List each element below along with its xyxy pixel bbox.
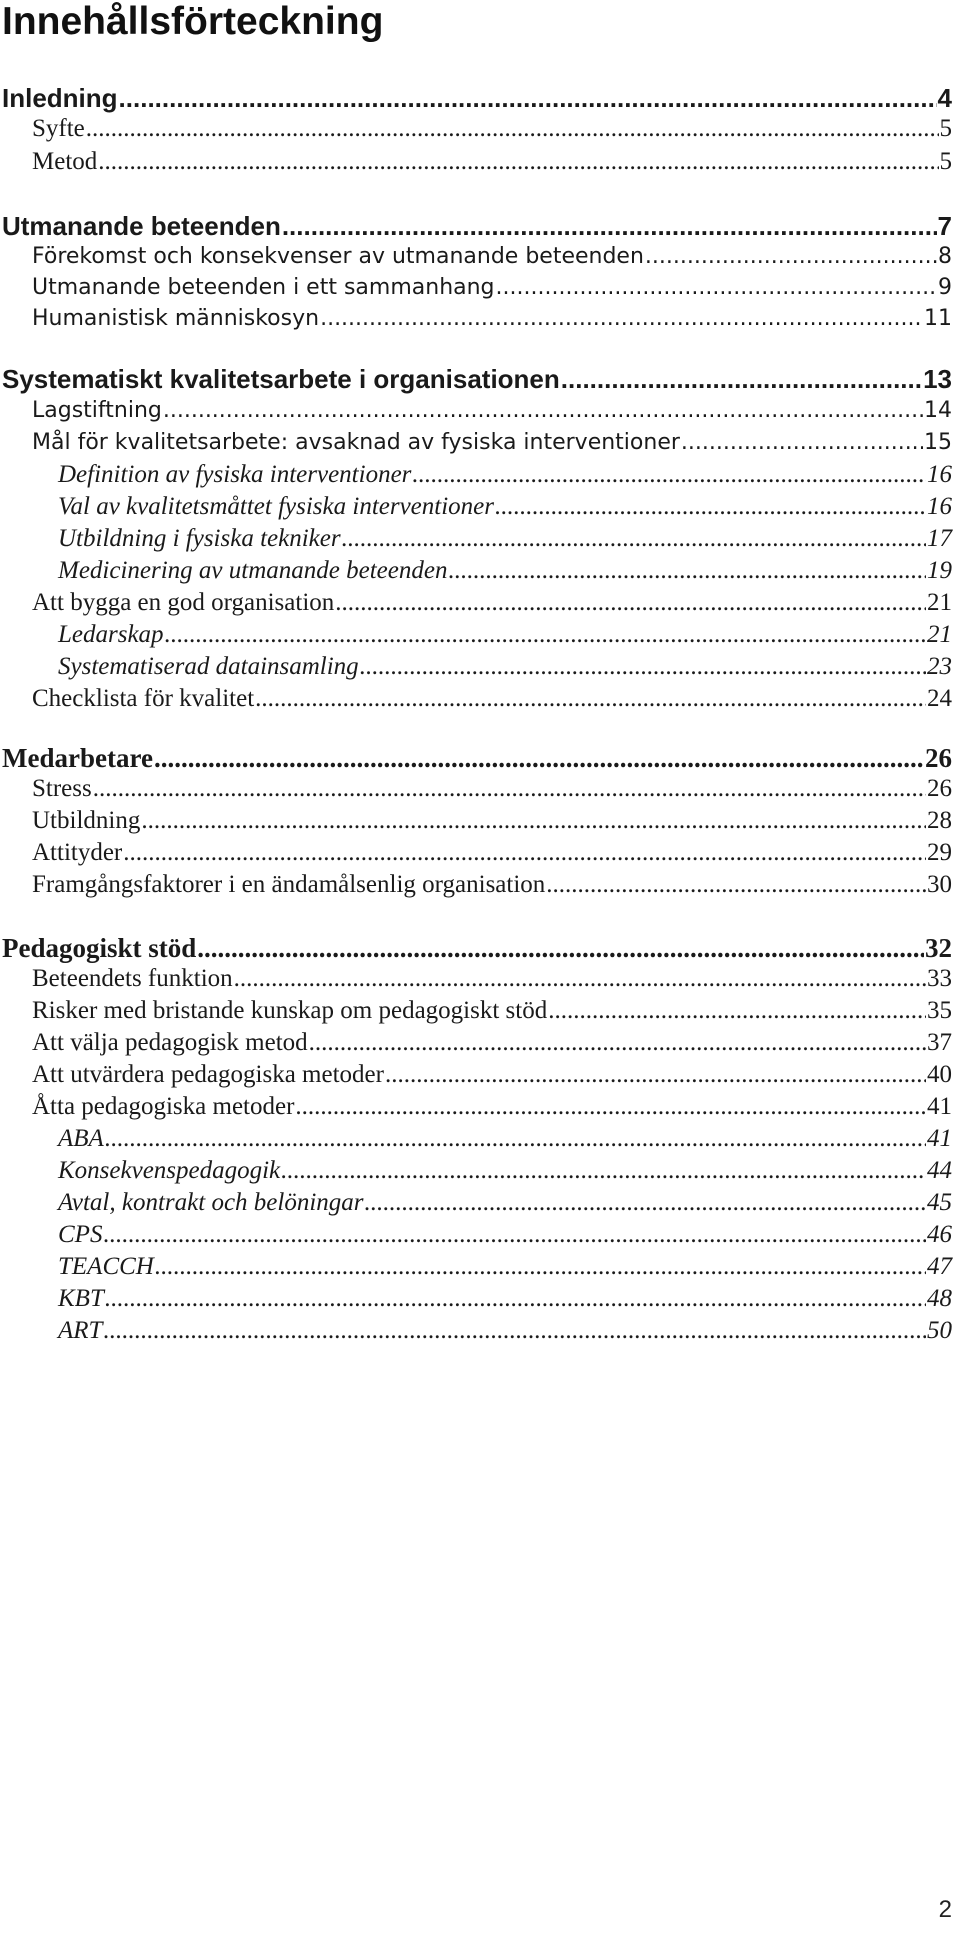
toc-dot-leader xyxy=(103,1219,926,1251)
toc-entry-label: CPS xyxy=(58,1221,103,1248)
toc-dot-leader xyxy=(335,587,926,619)
toc-entry-label: Attityder xyxy=(32,839,123,866)
toc-entry-label: Medicinering av utmanande beteenden xyxy=(58,557,448,584)
toc-dot-leader xyxy=(496,272,937,304)
toc-entry-page: 21 xyxy=(927,589,952,616)
toc-dot-leader xyxy=(98,146,938,178)
toc-dot-leader xyxy=(495,491,926,523)
toc-entry-page: 32 xyxy=(925,933,952,963)
toc-dot-leader xyxy=(234,963,926,995)
toc-entry-page: 47 xyxy=(927,1253,952,1280)
toc-entry-label: Utmanande beteenden i ett sammanhang xyxy=(32,275,495,300)
toc-entry-page: 41 xyxy=(927,1093,952,1120)
toc-entry-page: 41 xyxy=(927,1125,952,1152)
toc-entry-label: Att bygga en god organisation xyxy=(32,589,335,616)
toc-entry[interactable] xyxy=(0,1155,952,1187)
toc-dot-leader xyxy=(561,363,922,395)
toc-entry[interactable] xyxy=(0,82,952,114)
page-title: Innehållsförteckning xyxy=(2,0,384,43)
toc-entry[interactable] xyxy=(0,773,952,805)
toc-dot-leader xyxy=(548,995,926,1027)
toc-entry-label: Humanistisk människosyn xyxy=(32,306,320,331)
toc-dot-leader xyxy=(309,1027,926,1059)
toc-dot-leader xyxy=(155,1251,926,1283)
toc-entry-page: 24 xyxy=(927,685,952,712)
toc-entry-page: 9 xyxy=(938,275,952,300)
toc-entry-page: 44 xyxy=(927,1157,952,1184)
toc-entry[interactable] xyxy=(0,303,952,335)
toc-dot-leader xyxy=(448,555,926,587)
toc-entry-label: Förekomst och konsekvenser av utmanande beteenden xyxy=(32,244,644,269)
toc-entry-label: Inledning xyxy=(2,83,118,113)
toc-entry[interactable] xyxy=(0,146,952,178)
toc-entry-page: 37 xyxy=(927,1029,952,1056)
toc-entry[interactable] xyxy=(0,491,952,523)
toc-entry-label: KBT xyxy=(58,1285,104,1312)
toc-entry[interactable] xyxy=(0,995,952,1027)
toc-dot-leader xyxy=(320,303,923,335)
toc-entry-page: 40 xyxy=(927,1061,952,1088)
toc-entry[interactable] xyxy=(0,651,952,683)
toc-entry-page: 30 xyxy=(927,871,952,898)
toc-dot-leader xyxy=(645,241,937,273)
toc-entry[interactable] xyxy=(0,427,952,459)
toc-entry-label: Utbildning xyxy=(32,807,141,834)
toc-entry[interactable] xyxy=(0,805,952,837)
toc-entry-page: 5 xyxy=(939,148,952,175)
toc-entry-label: Att utvärdera pedagogiska metoder xyxy=(32,1061,384,1088)
toc-entry-page: 26 xyxy=(927,775,952,802)
toc-entry-page: 5 xyxy=(939,115,952,142)
toc-dot-leader xyxy=(365,1187,926,1219)
toc-entry-label: Att välja pedagogisk metod xyxy=(32,1029,308,1056)
toc-entry-page: 21 xyxy=(927,621,952,648)
toc-entry-label: Val av kvalitetsmåttet fysiska interventioner xyxy=(58,493,494,520)
toc-entry[interactable] xyxy=(0,1123,952,1155)
toc-entry-page: 46 xyxy=(927,1221,952,1248)
toc-entry[interactable] xyxy=(0,272,952,304)
toc-entry[interactable] xyxy=(0,742,952,774)
toc-entry[interactable] xyxy=(0,869,952,901)
toc-entry-page: 14 xyxy=(924,398,952,423)
toc-entry-page: 33 xyxy=(927,965,952,992)
toc-entry[interactable] xyxy=(0,210,952,242)
toc-entry-label: Stress xyxy=(32,775,92,802)
toc-dot-leader xyxy=(295,1091,926,1123)
toc-dot-leader xyxy=(163,395,923,427)
toc-entry-page: 35 xyxy=(927,997,952,1024)
toc-dot-leader xyxy=(103,1315,926,1347)
toc-entry-page: 11 xyxy=(924,306,952,331)
toc-dot-leader xyxy=(681,427,923,459)
toc-entry-label: Åtta pedagogiska metoder xyxy=(32,1093,295,1120)
toc-entry[interactable] xyxy=(0,1251,952,1283)
toc-entry-label: Mål för kvalitetsarbete: avsaknad av fysiska interventioner xyxy=(32,430,680,455)
toc-dot-leader xyxy=(105,1123,926,1155)
toc-entry-page: 17 xyxy=(927,525,952,552)
toc-dot-leader xyxy=(255,683,926,715)
toc-entry-page: 7 xyxy=(937,211,952,241)
toc-dot-leader xyxy=(123,837,926,869)
toc-entry-label: ART xyxy=(58,1317,103,1344)
toc-entry-page: 50 xyxy=(927,1317,952,1344)
toc-entry-label: Definition av fysiska interventioner xyxy=(58,461,412,488)
toc-entry-label: Utmanande beteenden xyxy=(2,211,281,241)
toc-entry[interactable] xyxy=(0,587,952,619)
toc-entry-label: Systematiskt kvalitetsarbete i organisationen xyxy=(2,364,560,394)
page-number: 2 xyxy=(938,1896,952,1923)
toc-dot-leader xyxy=(412,459,926,491)
toc-dot-leader xyxy=(141,805,926,837)
toc-entry-label: Ledarskap xyxy=(58,621,164,648)
toc-dot-leader xyxy=(282,210,937,242)
toc-entry-page: 26 xyxy=(925,743,952,773)
toc-entry[interactable] xyxy=(0,619,952,651)
toc-entry-page: 13 xyxy=(923,364,952,394)
toc-entry[interactable] xyxy=(0,363,952,395)
toc-entry-page: 8 xyxy=(938,244,952,269)
toc-entry[interactable] xyxy=(0,1219,952,1251)
toc-entry[interactable] xyxy=(0,1027,952,1059)
toc-entry-label: Pedagogiskt stöd xyxy=(2,933,197,963)
toc-dot-leader xyxy=(281,1155,926,1187)
toc-entry[interactable] xyxy=(0,932,952,964)
toc-entry-label: Framgångsfaktorer i en ändamålsenlig organisation xyxy=(32,871,546,898)
toc-entry-label: Medarbetare xyxy=(2,743,153,773)
toc-entry-label: Beteendets funktion xyxy=(32,965,233,992)
toc-entry[interactable] xyxy=(0,1187,952,1219)
toc-entry-page: 23 xyxy=(927,653,952,680)
toc-entry-label: Checklista för kvalitet xyxy=(32,685,255,712)
toc-entry[interactable] xyxy=(0,1091,952,1123)
toc-entry[interactable] xyxy=(0,523,952,555)
toc-entry[interactable] xyxy=(0,963,952,995)
toc-entry[interactable] xyxy=(0,1059,952,1091)
toc-dot-leader xyxy=(546,869,926,901)
toc-entry-page: 16 xyxy=(927,461,952,488)
toc-entry-page: 19 xyxy=(927,557,952,584)
toc-dot-leader xyxy=(119,82,937,114)
toc-dot-leader xyxy=(86,113,939,145)
toc-entry-label: Utbildning i fysiska tekniker xyxy=(58,525,341,552)
toc-entry-page: 28 xyxy=(927,807,952,834)
toc-entry-page: 48 xyxy=(927,1285,952,1312)
toc-entry[interactable] xyxy=(0,837,952,869)
toc-entry-label: TEACCH xyxy=(58,1253,154,1280)
toc-entry[interactable] xyxy=(0,395,952,427)
toc-dot-leader xyxy=(385,1059,926,1091)
toc-entry-label: Lagstiftning xyxy=(32,398,162,423)
toc-dot-leader xyxy=(154,742,924,774)
toc-dot-leader xyxy=(360,651,926,683)
toc-entry-page: 4 xyxy=(937,83,952,113)
toc-entry-label: Metod xyxy=(32,148,98,175)
toc-entry-label: ABA xyxy=(58,1125,104,1152)
toc-entry[interactable] xyxy=(0,113,952,145)
toc-entry-page: 45 xyxy=(927,1189,952,1216)
toc-entry[interactable] xyxy=(0,1315,952,1347)
toc-entry-label: Konsekvenspedagogik xyxy=(58,1157,281,1184)
toc-entry[interactable] xyxy=(0,555,952,587)
toc-dot-leader xyxy=(93,773,926,805)
toc-entry[interactable] xyxy=(0,241,952,273)
toc-entry-page: 16 xyxy=(927,493,952,520)
toc-entry-page: 15 xyxy=(924,430,952,455)
toc-dot-leader xyxy=(165,619,926,651)
toc-dot-leader xyxy=(342,523,926,555)
toc-entry-page: 29 xyxy=(927,839,952,866)
toc-entry-label: Syfte xyxy=(32,115,85,142)
toc-dot-leader xyxy=(197,932,924,964)
toc-entry-label: Avtal, kontrakt och belöningar xyxy=(58,1189,364,1216)
toc-entry[interactable] xyxy=(0,1283,952,1315)
toc-entry-label: Risker med bristande kunskap om pedagogiskt stöd xyxy=(32,997,548,1024)
toc-entry[interactable] xyxy=(0,683,952,715)
toc-entry-label: Systematiserad datainsamling xyxy=(58,653,359,680)
toc-dot-leader xyxy=(105,1283,926,1315)
toc-entry[interactable] xyxy=(0,459,952,491)
